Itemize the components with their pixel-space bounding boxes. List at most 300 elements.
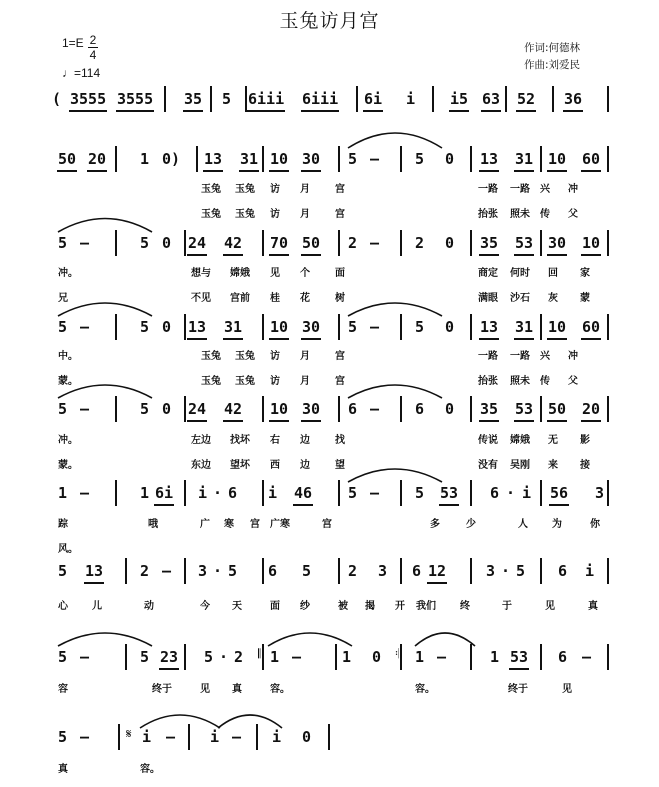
notation-row (0, 646, 659, 676)
note-group: 20 (582, 400, 601, 418)
bar-line (400, 230, 402, 256)
beam-underline (581, 254, 601, 256)
lyric-word: 为 (552, 519, 562, 530)
bar-line (118, 724, 120, 750)
bar-line (470, 644, 472, 670)
note-group: 5 (58, 400, 68, 418)
note-group: 70 (270, 234, 289, 252)
beam-underline (269, 338, 289, 340)
lyric-word: 无 (548, 435, 558, 446)
beam-underline (449, 110, 469, 112)
lyric-word: 访 (270, 351, 280, 362)
beam-underline (301, 110, 339, 112)
beam-underline (223, 254, 243, 256)
beam-underline (57, 170, 77, 172)
note-group: 5 (348, 484, 358, 502)
note-group: 53 (515, 400, 534, 418)
note-group: 10 (548, 150, 567, 168)
lyric-word: 多 (430, 519, 440, 530)
bar-line (540, 230, 542, 256)
repeat-sign: 𝄆 (258, 647, 265, 662)
bar-line (338, 146, 340, 172)
note-group: 60 (582, 150, 601, 168)
note-group: 0 (372, 648, 382, 666)
lyric-word: 想与 (191, 268, 211, 279)
notation-row (0, 316, 659, 346)
note-group: 10 (548, 318, 567, 336)
lyric-word: 桂 (270, 293, 280, 304)
note-group: 50 (548, 400, 567, 418)
lyricist-credit: 作词:何德林 (524, 42, 581, 54)
note-group: – (166, 728, 176, 746)
bar-line (184, 644, 186, 670)
slur (58, 633, 152, 646)
lyric-word: 父 (568, 209, 578, 220)
beam-underline (223, 338, 243, 340)
beam-underline (187, 420, 207, 422)
lyric-word: 冲。 (58, 268, 78, 279)
segno-sign: 𝄋 (126, 727, 132, 742)
note-group: 5 (140, 400, 150, 418)
beam-underline (581, 338, 601, 340)
beam-underline (116, 110, 154, 112)
bar-line (356, 86, 358, 112)
note-group: 6 (348, 400, 358, 418)
bar-line (505, 86, 507, 112)
lyric-word: 找坏 (230, 435, 250, 446)
lyric-word: 见 (200, 684, 210, 695)
lyric-word: 个 (300, 268, 310, 279)
beam-underline (223, 420, 243, 422)
note-group: 6 (228, 484, 238, 502)
lyric-word: 蒙 (580, 293, 590, 304)
lyric-line (0, 180, 659, 198)
note-group: – (582, 648, 592, 666)
bar-line (115, 230, 117, 256)
note-group: 6 (268, 562, 278, 580)
lyric-line (0, 760, 659, 778)
bar-line (470, 396, 472, 422)
bar-line (262, 230, 264, 256)
slur (268, 633, 352, 646)
notation-row (0, 726, 659, 756)
note-group: 1 (58, 484, 68, 502)
note-group: – (80, 648, 90, 666)
lyric-word: 玉兔 (235, 209, 255, 220)
beam-underline (159, 668, 179, 670)
note-group: – (80, 234, 90, 252)
beam-underline (269, 420, 289, 422)
note-group: 2 (348, 234, 358, 252)
beam-underline (187, 254, 207, 256)
note-group: 30 (302, 150, 321, 168)
note-group: 0 (445, 234, 455, 252)
notation-row (0, 88, 659, 118)
note-group: 5 (302, 562, 312, 580)
note-group: 0) (162, 150, 181, 168)
note-group: – (370, 234, 380, 252)
beam-underline (547, 254, 567, 256)
note-group: 13 (480, 150, 499, 168)
lyric-word: 宫 (335, 376, 345, 387)
beam-underline (269, 254, 289, 256)
note-group: – (370, 400, 380, 418)
lyric-word: 吴刚 (510, 460, 530, 471)
note-group: 1 (140, 484, 150, 502)
beam-underline (547, 170, 567, 172)
lyric-word: 被 (338, 601, 348, 612)
lyric-word: 容。 (270, 684, 290, 695)
beam-underline (514, 254, 534, 256)
lyric-word: 一路 (510, 351, 530, 362)
note-group: 10 (582, 234, 601, 252)
note-group: – (370, 318, 380, 336)
note-group: · (219, 648, 229, 666)
note-group: 2 (234, 648, 244, 666)
lyric-word: 一路 (510, 184, 530, 195)
lyric-word: 右 (270, 435, 280, 446)
note-group: 5 (415, 150, 425, 168)
bar-line (540, 558, 542, 584)
lyric-word: 见 (270, 268, 280, 279)
lyric-word: 人 (518, 519, 528, 530)
note-group: i (522, 484, 532, 502)
lyric-word: 动 (144, 601, 154, 612)
note-group: 6 (412, 562, 422, 580)
beam-underline (547, 338, 567, 340)
bar-line (184, 314, 186, 340)
note-group: 10 (270, 318, 289, 336)
note-group: 6 (415, 400, 425, 418)
beam-underline (479, 170, 499, 172)
bar-line (262, 146, 264, 172)
note-group: 0 (445, 150, 455, 168)
lyric-word: 冲 (568, 351, 578, 362)
note-group: 31 (515, 318, 534, 336)
bar-line (607, 86, 609, 112)
note-group: 1 (342, 648, 352, 666)
lyric-line (0, 264, 659, 282)
beam-underline (187, 338, 207, 340)
beam-underline (479, 420, 499, 422)
bar-line (188, 724, 190, 750)
note-group: – (162, 562, 172, 580)
lyric-word: 访 (270, 376, 280, 387)
lyric-word: 月 (300, 209, 310, 220)
bar-line (184, 230, 186, 256)
beam-underline (514, 338, 534, 340)
note-group: i (142, 728, 152, 746)
note-group: 1 (140, 150, 150, 168)
bar-line (470, 230, 472, 256)
note-group: – (437, 648, 447, 666)
note-group: 13 (204, 150, 223, 168)
lyric-word: 接 (580, 460, 590, 471)
beam-underline (301, 338, 321, 340)
lyric-word: 照未 (510, 376, 530, 387)
beam-underline (301, 254, 321, 256)
note-group: ( (52, 90, 62, 108)
bar-line (245, 86, 247, 112)
beam-underline (69, 110, 107, 112)
lyric-word: 月 (300, 184, 310, 195)
notation-row (0, 148, 659, 178)
note-group: 5 (140, 234, 150, 252)
note-group: 30 (302, 400, 321, 418)
lyric-word: 灰 (548, 293, 558, 304)
bar-line (115, 314, 117, 340)
note-group: 3 (595, 484, 605, 502)
note-group: 0 (445, 318, 455, 336)
bar-line (607, 396, 609, 422)
lyric-word: 冲 (568, 184, 578, 195)
notation-row (0, 560, 659, 590)
note-group: 30 (548, 234, 567, 252)
note-group: 52 (517, 90, 536, 108)
beam-underline (549, 504, 569, 506)
note-group: 3 (486, 562, 496, 580)
beam-underline (301, 170, 321, 172)
note-group: · (506, 484, 516, 502)
bar-line (338, 396, 340, 422)
note-group: 5 (222, 90, 232, 108)
lyric-word: 面 (270, 601, 280, 612)
lyric-line (0, 372, 659, 390)
lyric-line (0, 205, 659, 223)
note-group: 6 (558, 648, 568, 666)
lyric-line (0, 680, 659, 698)
beam-underline (363, 110, 383, 112)
note-group: 53 (515, 234, 534, 252)
note-group: 50 (302, 234, 321, 252)
lyric-word: 宫前 (230, 293, 250, 304)
note-group: 56 (550, 484, 569, 502)
note-group: i (210, 728, 220, 746)
lyric-word: 广 (200, 519, 210, 530)
bar-line (262, 396, 264, 422)
note-group: 1 (490, 648, 500, 666)
lyric-word: 影 (580, 435, 590, 446)
lyric-word: 开 (395, 601, 405, 612)
bar-line (115, 146, 117, 172)
lyric-word: 风。 (58, 544, 78, 555)
lyric-word: 见 (545, 601, 555, 612)
lyric-word: 宫 (335, 351, 345, 362)
beam-underline (581, 170, 601, 172)
note-group: 13 (85, 562, 104, 580)
beam-underline (203, 170, 223, 172)
bar-line (400, 314, 402, 340)
note-group: 31 (240, 150, 259, 168)
lyric-word: 真 (232, 684, 242, 695)
beam-underline (427, 582, 447, 584)
bar-line (540, 480, 542, 506)
note-group: 42 (224, 400, 243, 418)
bar-line (607, 230, 609, 256)
repeat-sign: 𝄇 (395, 647, 402, 662)
lyric-word: 望 (335, 460, 345, 471)
bar-line (552, 86, 554, 112)
bar-line (607, 480, 609, 506)
bar-line (607, 644, 609, 670)
note-group: 23 (160, 648, 179, 666)
bar-line (164, 86, 166, 112)
note-group: 31 (515, 150, 534, 168)
composer-credit: 作曲:刘爱民 (524, 59, 581, 71)
note-group: 0 (302, 728, 312, 746)
note-group: 5 (58, 318, 68, 336)
lyric-word: 访 (270, 209, 280, 220)
note-group: 5 (516, 562, 526, 580)
lyric-word: 何时 (510, 268, 530, 279)
note-group: 3 (378, 562, 388, 580)
bar-line (256, 724, 258, 750)
note-group: 5 (58, 648, 68, 666)
note-group: 20 (88, 150, 107, 168)
note-group: 10 (270, 150, 289, 168)
beam-underline (581, 420, 601, 422)
lyric-word: 你 (590, 519, 600, 530)
time-signature-top: 2 (89, 33, 97, 47)
bar-line (338, 558, 340, 584)
note-group: 35 (480, 234, 499, 252)
note-group: 13 (188, 318, 207, 336)
note-group: 13 (480, 318, 499, 336)
note-group: 0 (445, 400, 455, 418)
credits (524, 40, 580, 74)
note-group: 5 (415, 318, 425, 336)
lyric-word: 没有 (478, 460, 498, 471)
lyric-line (0, 515, 659, 533)
lyric-word: 月 (300, 376, 310, 387)
lyric-word: 一路 (478, 184, 498, 195)
lyric-word: 玉兔 (201, 351, 221, 362)
lyric-word: 容。 (415, 684, 435, 695)
lyric-word: 哦 (148, 519, 158, 530)
note-group: – (292, 648, 302, 666)
bar-line (262, 480, 264, 506)
lyric-word: 玉兔 (235, 351, 255, 362)
note-group: – (80, 400, 90, 418)
lyric-word: 抬张 (478, 209, 498, 220)
lyric-word: 真 (588, 601, 598, 612)
beam-underline (547, 420, 567, 422)
beam-underline (439, 504, 459, 506)
lyric-line (0, 289, 659, 307)
note-group: 3 (198, 562, 208, 580)
lyric-word: 容。 (140, 764, 160, 775)
note-group: 35 (480, 400, 499, 418)
beam-underline (479, 338, 499, 340)
beam-underline (563, 110, 583, 112)
lyric-word: 访 (270, 184, 280, 195)
lyric-word: 终于 (152, 684, 172, 695)
beam-underline (514, 420, 534, 422)
lyric-word: 找 (335, 435, 345, 446)
lyric-word: 玉兔 (235, 376, 255, 387)
note-group: 12 (428, 562, 447, 580)
note-group: – (80, 728, 90, 746)
lyric-word: 兴 (540, 184, 550, 195)
lyric-word: 宫 (335, 209, 345, 220)
note-group: 5 (204, 648, 214, 666)
lyric-word: 玉兔 (235, 184, 255, 195)
notation-row (0, 398, 659, 428)
time-signature-bottom: 4 (89, 48, 97, 62)
note-group: 1 (270, 648, 280, 666)
note-group: i (272, 728, 282, 746)
note-group: – (80, 484, 90, 502)
note-group: 36 (564, 90, 583, 108)
beam-underline (293, 504, 313, 506)
lyric-line (0, 540, 659, 558)
note-group: 5 (58, 234, 68, 252)
key-signature: 1=E (62, 36, 84, 50)
note-group: 53 (510, 648, 529, 666)
note-group: 2 (348, 562, 358, 580)
bar-line (470, 146, 472, 172)
lyric-word: 兄 (58, 293, 68, 304)
note-group: i (198, 484, 208, 502)
lyric-word: 照未 (510, 209, 530, 220)
note-group: 5 (140, 318, 150, 336)
lyric-word: 寒 (224, 519, 234, 530)
bar-line (540, 644, 542, 670)
beam-underline (87, 170, 107, 172)
bar-line (540, 146, 542, 172)
bar-line (470, 558, 472, 584)
lyric-word: 踪 (58, 519, 68, 530)
lyric-word: 蒙。 (58, 376, 78, 387)
lyric-word: 树 (335, 293, 345, 304)
note-group: 5 (58, 728, 68, 746)
note-group: 6 (558, 562, 568, 580)
beam-underline (516, 110, 536, 112)
bar-line (607, 314, 609, 340)
bar-line (338, 480, 340, 506)
lyric-word: 西 (270, 460, 280, 471)
lyric-word: 传说 (478, 435, 498, 446)
lyric-word: 不见 (191, 293, 211, 304)
lyric-word: 蒙。 (58, 460, 78, 471)
bar-line (338, 314, 340, 340)
note-group: 24 (188, 234, 207, 252)
note-group: 6 (490, 484, 500, 502)
lyric-word: 真 (58, 764, 68, 775)
note-group: 30 (302, 318, 321, 336)
note-group: 6iii (302, 90, 339, 108)
lyric-word: 见 (562, 684, 572, 695)
note-group: 6iii (248, 90, 285, 108)
note-group: – (232, 728, 242, 746)
note-group: 53 (440, 484, 459, 502)
lyric-word: 天 (232, 601, 242, 612)
note-group: – (80, 318, 90, 336)
bar-line (607, 146, 609, 172)
note-group: 6i (364, 90, 383, 108)
lyric-line (0, 347, 659, 365)
lyric-word: 边 (300, 435, 310, 446)
lyric-word: 宫 (250, 519, 260, 530)
lyric-word: 满眼 (478, 293, 498, 304)
beam-underline (183, 110, 203, 112)
lyric-word: 儿 (92, 601, 102, 612)
bar-line (338, 230, 340, 256)
lyric-word: 终 (460, 601, 470, 612)
bar-line (400, 480, 402, 506)
bar-line (540, 396, 542, 422)
bar-line (607, 558, 609, 584)
